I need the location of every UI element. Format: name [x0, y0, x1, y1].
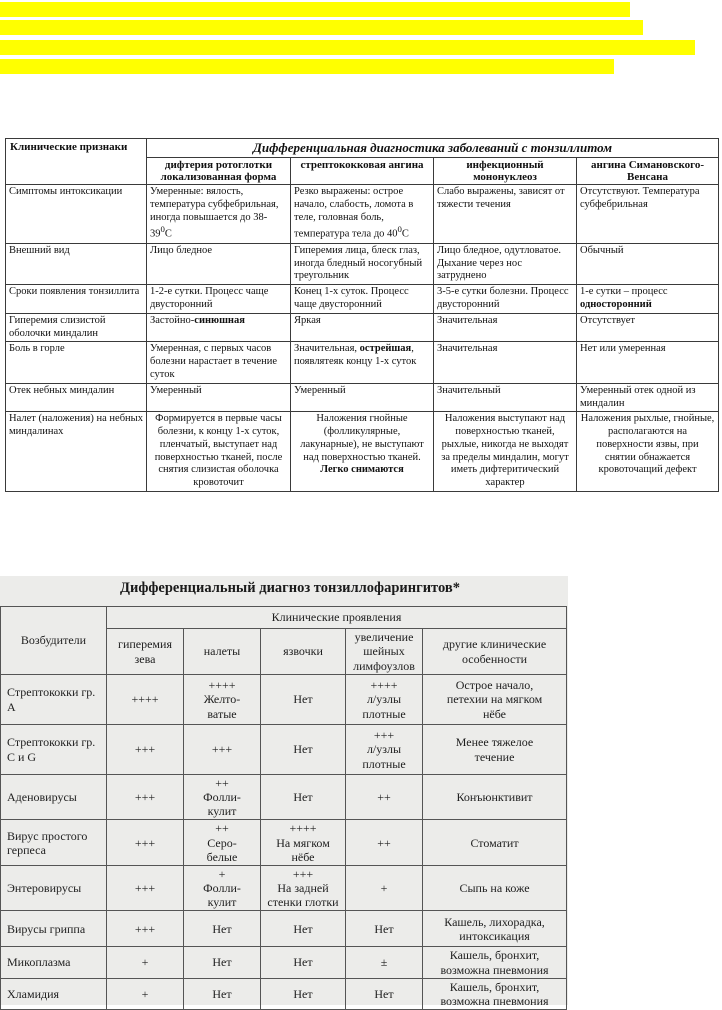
table1-row	[6, 285, 719, 314]
pathogens-header: Возбудители	[1, 607, 107, 675]
table2-cell-line: ватые	[207, 706, 237, 721]
table2-cell-line: Серо-	[207, 835, 237, 850]
table2-cell	[107, 775, 184, 820]
table1-col-header: ангина Симановского-Венсана	[577, 157, 719, 184]
table2-row	[1, 820, 567, 865]
table2-cell-line: белые	[206, 849, 238, 864]
table1-cell: Умеренная, с первых часов болезни нарастает в течение суток	[147, 342, 291, 383]
table2-cell-line: ++	[377, 835, 391, 850]
sign-label: Симптомы интоксикации	[6, 185, 147, 244]
table2-cell	[261, 820, 346, 865]
table2-cell	[107, 820, 184, 865]
table2-cell-line: +++	[211, 742, 233, 757]
table1-col-header: дифтерия ротоглотки локализованная форма	[147, 157, 291, 184]
table2-cell-line: +++	[134, 835, 156, 850]
table2-cell-line: ++++	[131, 692, 159, 707]
table2-col-header: увеличение шейных лимфоузлов	[346, 629, 423, 675]
table2-cell-line: ±	[380, 955, 388, 970]
table2-cell-line: +	[218, 866, 226, 881]
table2-cell	[346, 947, 423, 978]
pathogen-name: Хламидия	[1, 978, 107, 1009]
table1-cell: Умеренный	[291, 383, 434, 412]
table2-cell-line: Нет	[293, 742, 313, 757]
table2-cell	[184, 725, 261, 775]
table2-row	[1, 725, 567, 775]
table2-cell	[346, 675, 423, 725]
table2-cell	[184, 820, 261, 865]
table2-cell	[107, 675, 184, 725]
table1-row	[6, 313, 719, 342]
sign-label: Налет (наложения) на небных миндалинах	[6, 412, 147, 492]
table2-row	[1, 947, 567, 978]
table2-cell-line: Кашель, лихорадка,	[444, 914, 545, 929]
table2-cell	[261, 775, 346, 820]
sign-label: Гиперемия слизистой оболочки миндалин	[6, 313, 147, 342]
table1-cell: Конец 1-х суток. Процесс чаще двусторонний	[291, 285, 434, 314]
table1-cell: Яркая	[291, 313, 434, 342]
table1-cell: Нет или умеренная	[577, 342, 719, 383]
table1-row	[6, 412, 719, 492]
table2-cell-line: +++	[134, 790, 156, 805]
table1-cell: Формируется в первые часы болезни, к концу 1-х суток, пленчатый, выступает над поверхностью тканей, после снятия слизистая оболочка кровоточит	[147, 412, 291, 492]
table2-cell-line: ++	[377, 790, 391, 805]
table2-col-header: гиперемия зева	[107, 629, 184, 675]
table2-cell-line: Желто-	[203, 692, 241, 707]
table2-cell-line: Нет	[212, 955, 232, 970]
table2-cell	[184, 947, 261, 978]
table2-cell	[423, 725, 567, 775]
table1-corner-header: Клинические признаки	[6, 139, 147, 185]
table2-col-header: налеты	[184, 629, 261, 675]
table2-cell	[261, 947, 346, 978]
table1-cell: Умеренные: вялость, температура субфебрильная, иногда повышается до $38-39^0С$	[147, 185, 291, 244]
table1-row	[6, 185, 719, 244]
table2-cell-line: Менее тяжелое	[455, 735, 534, 750]
tonsillopharyngitis-table	[0, 606, 567, 1010]
table2-cell	[423, 865, 567, 910]
table2-cell-line: +	[141, 986, 149, 1001]
table2-cell-line: течение	[474, 749, 515, 764]
table2-cell	[346, 911, 423, 947]
table2-cell-line: л/узлы	[366, 742, 402, 757]
table2-cell	[261, 911, 346, 947]
clinical-group-header: Клинические проявления	[107, 607, 567, 629]
table2-cell-line: На мягком	[276, 835, 330, 850]
table2-cell	[423, 947, 567, 978]
table2-cell-line: Сыпь на коже	[459, 881, 530, 896]
table2-cell-line: петехии на мягком	[446, 692, 543, 707]
pathogen-name: Аденовирусы	[1, 775, 107, 820]
table1-cell: Отсутствуют. Температура субфебрильная	[577, 185, 719, 244]
table1-cell: Значительная	[434, 313, 577, 342]
table2-cell-line: плотные	[362, 706, 406, 721]
table1-cell: Умеренный	[147, 383, 291, 412]
table2-cell-line: Нет	[293, 986, 313, 1001]
table2-cell-line: На задней	[277, 881, 329, 896]
table2-cell	[184, 775, 261, 820]
table2-cell	[107, 865, 184, 910]
table2-cell-line: ++	[215, 821, 229, 836]
table1-cell: Отсутствует	[577, 313, 719, 342]
table2-cell-line: Нет	[374, 921, 394, 936]
table1-cell: Лицо бледное, одутловатое. Дыхание через нос затруднено	[434, 243, 577, 284]
table2-cell-line: ++++	[208, 678, 236, 693]
table2-cell-line: +++	[134, 881, 156, 896]
table2-cell-line: +	[380, 881, 388, 896]
sign-label: Отек небных миндалин	[6, 383, 147, 412]
table2-cell	[346, 865, 423, 910]
table2-cell-line: нёбе	[291, 849, 315, 864]
table2-row	[1, 675, 567, 725]
table2-cell-line: кулит	[207, 895, 237, 910]
table2-cell-line: кулит	[207, 804, 237, 819]
table1-cell: Наложения выступают над поверхностью тканей, рыхлые, никогда не выходят за пределы миндалин, могут иметь дифтеритический характер	[434, 412, 577, 492]
table2-cell-line: Нет	[293, 790, 313, 805]
table2-cell-line: ++++	[370, 678, 398, 693]
pathogen-name: Вирус простого герпеса	[1, 820, 107, 865]
table1-cell: Обычный	[577, 243, 719, 284]
sign-label: Боль в горле	[6, 342, 147, 383]
table2-cell-line: Стоматит	[470, 835, 519, 850]
table1-cell: Значительная	[434, 342, 577, 383]
table1-cell: Слабо выражены, зависят от тяжести течения	[434, 185, 577, 244]
table1-row	[6, 243, 719, 284]
table2-cell	[107, 911, 184, 947]
table1-cell: 3-5-е сутки болезни. Процесс двусторонний	[434, 285, 577, 314]
highlight-bar	[0, 20, 643, 35]
table2-cell-line: Нет	[293, 955, 313, 970]
table2-cell	[346, 820, 423, 865]
highlight-bar	[0, 2, 630, 17]
table2-cell	[346, 775, 423, 820]
table1-cell: Значительный	[434, 383, 577, 412]
pathogen-name: Стрептококки гр. С и G	[1, 725, 107, 775]
table2-cell-line: +++	[292, 866, 314, 881]
table1-cell: Значительная, острейшая, появлятеяк концу 1-х суток	[291, 342, 434, 383]
sign-label: Сроки появления тонзиллита	[6, 285, 147, 314]
scanned-table-figure	[0, 576, 568, 1008]
pathogen-name: Вирусы гриппа	[1, 911, 107, 947]
table2-cell	[107, 947, 184, 978]
table1-cell: Резко выражены: острое начало, слабость, ломота в теле, головная боль, температура тела до $40^0С$	[291, 185, 434, 244]
table2-cell-line: Фолли-	[203, 881, 241, 896]
table2-cell	[423, 775, 567, 820]
table2-cell	[423, 911, 567, 947]
table2-cell	[184, 865, 261, 910]
table2-cell-line: стенки глотки	[267, 895, 339, 910]
table2-cell	[184, 911, 261, 947]
highlight-bar	[0, 59, 614, 74]
table2-cell-line: +++	[134, 742, 156, 757]
table2-cell-line: Нет	[293, 921, 313, 936]
table2-col-header: язвочки	[261, 629, 346, 675]
table2-cell-line: +	[141, 955, 149, 970]
table2-cell-line: Конъюнктивит	[456, 790, 533, 805]
table2-cell-line: плотные	[362, 756, 406, 771]
table2-row	[1, 865, 567, 910]
table2-cell	[423, 675, 567, 725]
table2-cell-line: Нет	[212, 986, 232, 1001]
table2-cell-line: ++++	[289, 821, 317, 836]
table2-cell	[107, 725, 184, 775]
table2-cell-line: Кашель, бронхит,	[449, 979, 540, 994]
table2-cell	[261, 865, 346, 910]
table2-cell-line: Фолли-	[203, 790, 241, 805]
table2-cell-line: +++	[134, 921, 156, 936]
table1-cell: Наложения гнойные (фолликулярные, лакунарные), не выступают над поверхностью тканей. Легко снимаются	[291, 412, 434, 492]
table1-row	[6, 383, 719, 412]
table1-cell: 1-е сутки – процесс односторонний	[577, 285, 719, 314]
table2-cell-line: Острое начало,	[455, 678, 534, 693]
table1-row	[6, 342, 719, 383]
table2-cell-line: возможна пневмония	[440, 962, 549, 977]
table2-row	[1, 775, 567, 820]
table1-cell: Застойно-синюшная	[147, 313, 291, 342]
table2-col-header: другие клинические особенности	[423, 629, 567, 675]
table1-title: Дифференциальная диагностика заболеваний с тонзиллитом	[147, 139, 719, 158]
table2-cell-line: ++	[215, 776, 229, 790]
table2-cell-line: интоксикация	[459, 928, 530, 943]
table2-row	[1, 911, 567, 947]
table2-cell-line: Нет	[374, 986, 394, 1001]
table2-cell	[184, 675, 261, 725]
table2-cell-line: Нет	[293, 692, 313, 707]
table1-col-header: инфекционный мононуклеоз	[434, 157, 577, 184]
highlight-bar	[0, 40, 695, 55]
table2-cell-line: л/узлы	[366, 692, 402, 707]
table1-cell: Умеренный отек одной из миндалин	[577, 383, 719, 412]
table2-cell-line: Нет	[212, 921, 232, 936]
table2-title: Дифференциальный диагноз тонзиллофарингитов*	[120, 580, 460, 596]
table2-cell	[261, 725, 346, 775]
pathogen-name: Микоплазма	[1, 947, 107, 978]
table1-cell: Гиперемия лица, блеск глаз, иногда бледный носогубный треугольник	[291, 243, 434, 284]
table2-cell-line: Кашель, бронхит,	[449, 948, 540, 963]
sign-label: Внешний вид	[6, 243, 147, 284]
table2-cell-line: нёбе	[482, 706, 507, 721]
table1-col-header: стрептококковая ангина	[291, 157, 434, 184]
table1-cell: Наложения рыхлые, гнойные, располагаются на поверхности язвы, при снятии обнажается кровоточащий дефект	[577, 412, 719, 492]
table2-cell	[423, 820, 567, 865]
tonsillitis-diagnosis-table	[5, 138, 719, 492]
table2-cell-line: +++	[373, 728, 395, 743]
pathogen-name: Стрептококки гр. А	[1, 675, 107, 725]
table1-cell: Лицо бледное	[147, 243, 291, 284]
table1-cell: 1-2-е сутки. Процесс чаще двусторонний	[147, 285, 291, 314]
table2-cell	[346, 725, 423, 775]
table2-cell	[261, 675, 346, 725]
table2-cell-line: возможна пневмония	[440, 993, 549, 1008]
pathogen-name: Энтеровирусы	[1, 865, 107, 910]
